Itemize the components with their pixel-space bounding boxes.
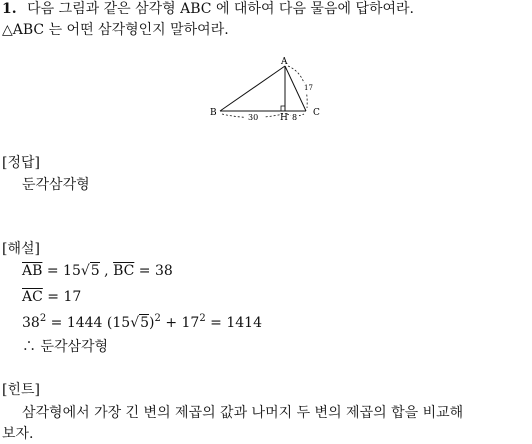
vertex-label-a: A — [281, 57, 288, 67]
explanation-header: [해설] — [2, 241, 40, 257]
vertex-label-c: C — [313, 108, 320, 118]
problem-statement: 다음 그림과 같은 삼각형 ABC 에 대하여 다음 물음에 답하여라. — [27, 1, 415, 17]
explanation-line-2 — [22, 288, 81, 306]
sqrt-sign: √ — [130, 315, 140, 331]
segment-ab: $\overline{AB}$ — [22, 263, 43, 279]
triangle-figure — [205, 55, 330, 125]
hint-header: [힌트] — [2, 382, 40, 398]
length-label-ac: 17 — [304, 84, 313, 92]
ab-equals: = 15 — [42, 263, 81, 279]
problem-line-1 — [2, 0, 414, 18]
eq-term-38: 38 — [22, 315, 40, 331]
ab-radicand: 5 — [90, 263, 100, 279]
vertex-label-b: B — [210, 108, 217, 118]
sqrt-sign: √ — [80, 263, 90, 279]
answer-header: [정답] — [2, 155, 40, 171]
close-paren: ) — [149, 315, 155, 331]
separator: , — [99, 263, 114, 279]
answer-text: 둔각삼각형 — [22, 177, 90, 193]
foot-label-h: H — [280, 113, 288, 123]
exponent: 2 — [154, 313, 161, 324]
exponent: 2 — [39, 313, 47, 324]
right-angle-mark — [281, 106, 285, 111]
length-label-hc: 8 — [292, 113, 298, 122]
exponent: 2 — [199, 313, 206, 324]
eq-term-17: + 17 — [160, 315, 200, 331]
explanation-line-1 — [22, 262, 173, 280]
length-label-bh: 30 — [248, 113, 259, 122]
problem-number: 1. — [2, 1, 17, 17]
ac-equals: = 17 — [42, 289, 82, 305]
hint-line-1: 삼각형에서 가장 긴 변의 제곱의 값과 나머지 두 변의 제곱의 합을 비교해 — [22, 405, 464, 421]
problem-line-2: △ABC 는 어떤 삼각형인지 말하여라. — [2, 22, 229, 38]
eq-result: = 1414 — [205, 315, 262, 331]
triangle-side-ba — [220, 66, 285, 111]
segment-ac: $\overline{AC}$ — [22, 289, 43, 305]
explanation-conclusion: ∴ 둔각삼각형 — [22, 339, 109, 355]
segment-bc: $\overline{BC}$ — [113, 263, 135, 279]
bc-equals: = 38 — [134, 263, 173, 279]
explanation-line-3 — [22, 314, 262, 332]
hint-line-2: 보자. — [2, 426, 34, 442]
radicand: 5 — [140, 315, 150, 331]
triangle-side-ac — [285, 66, 306, 111]
eq-term-1444: = 1444 (15 — [46, 315, 131, 331]
